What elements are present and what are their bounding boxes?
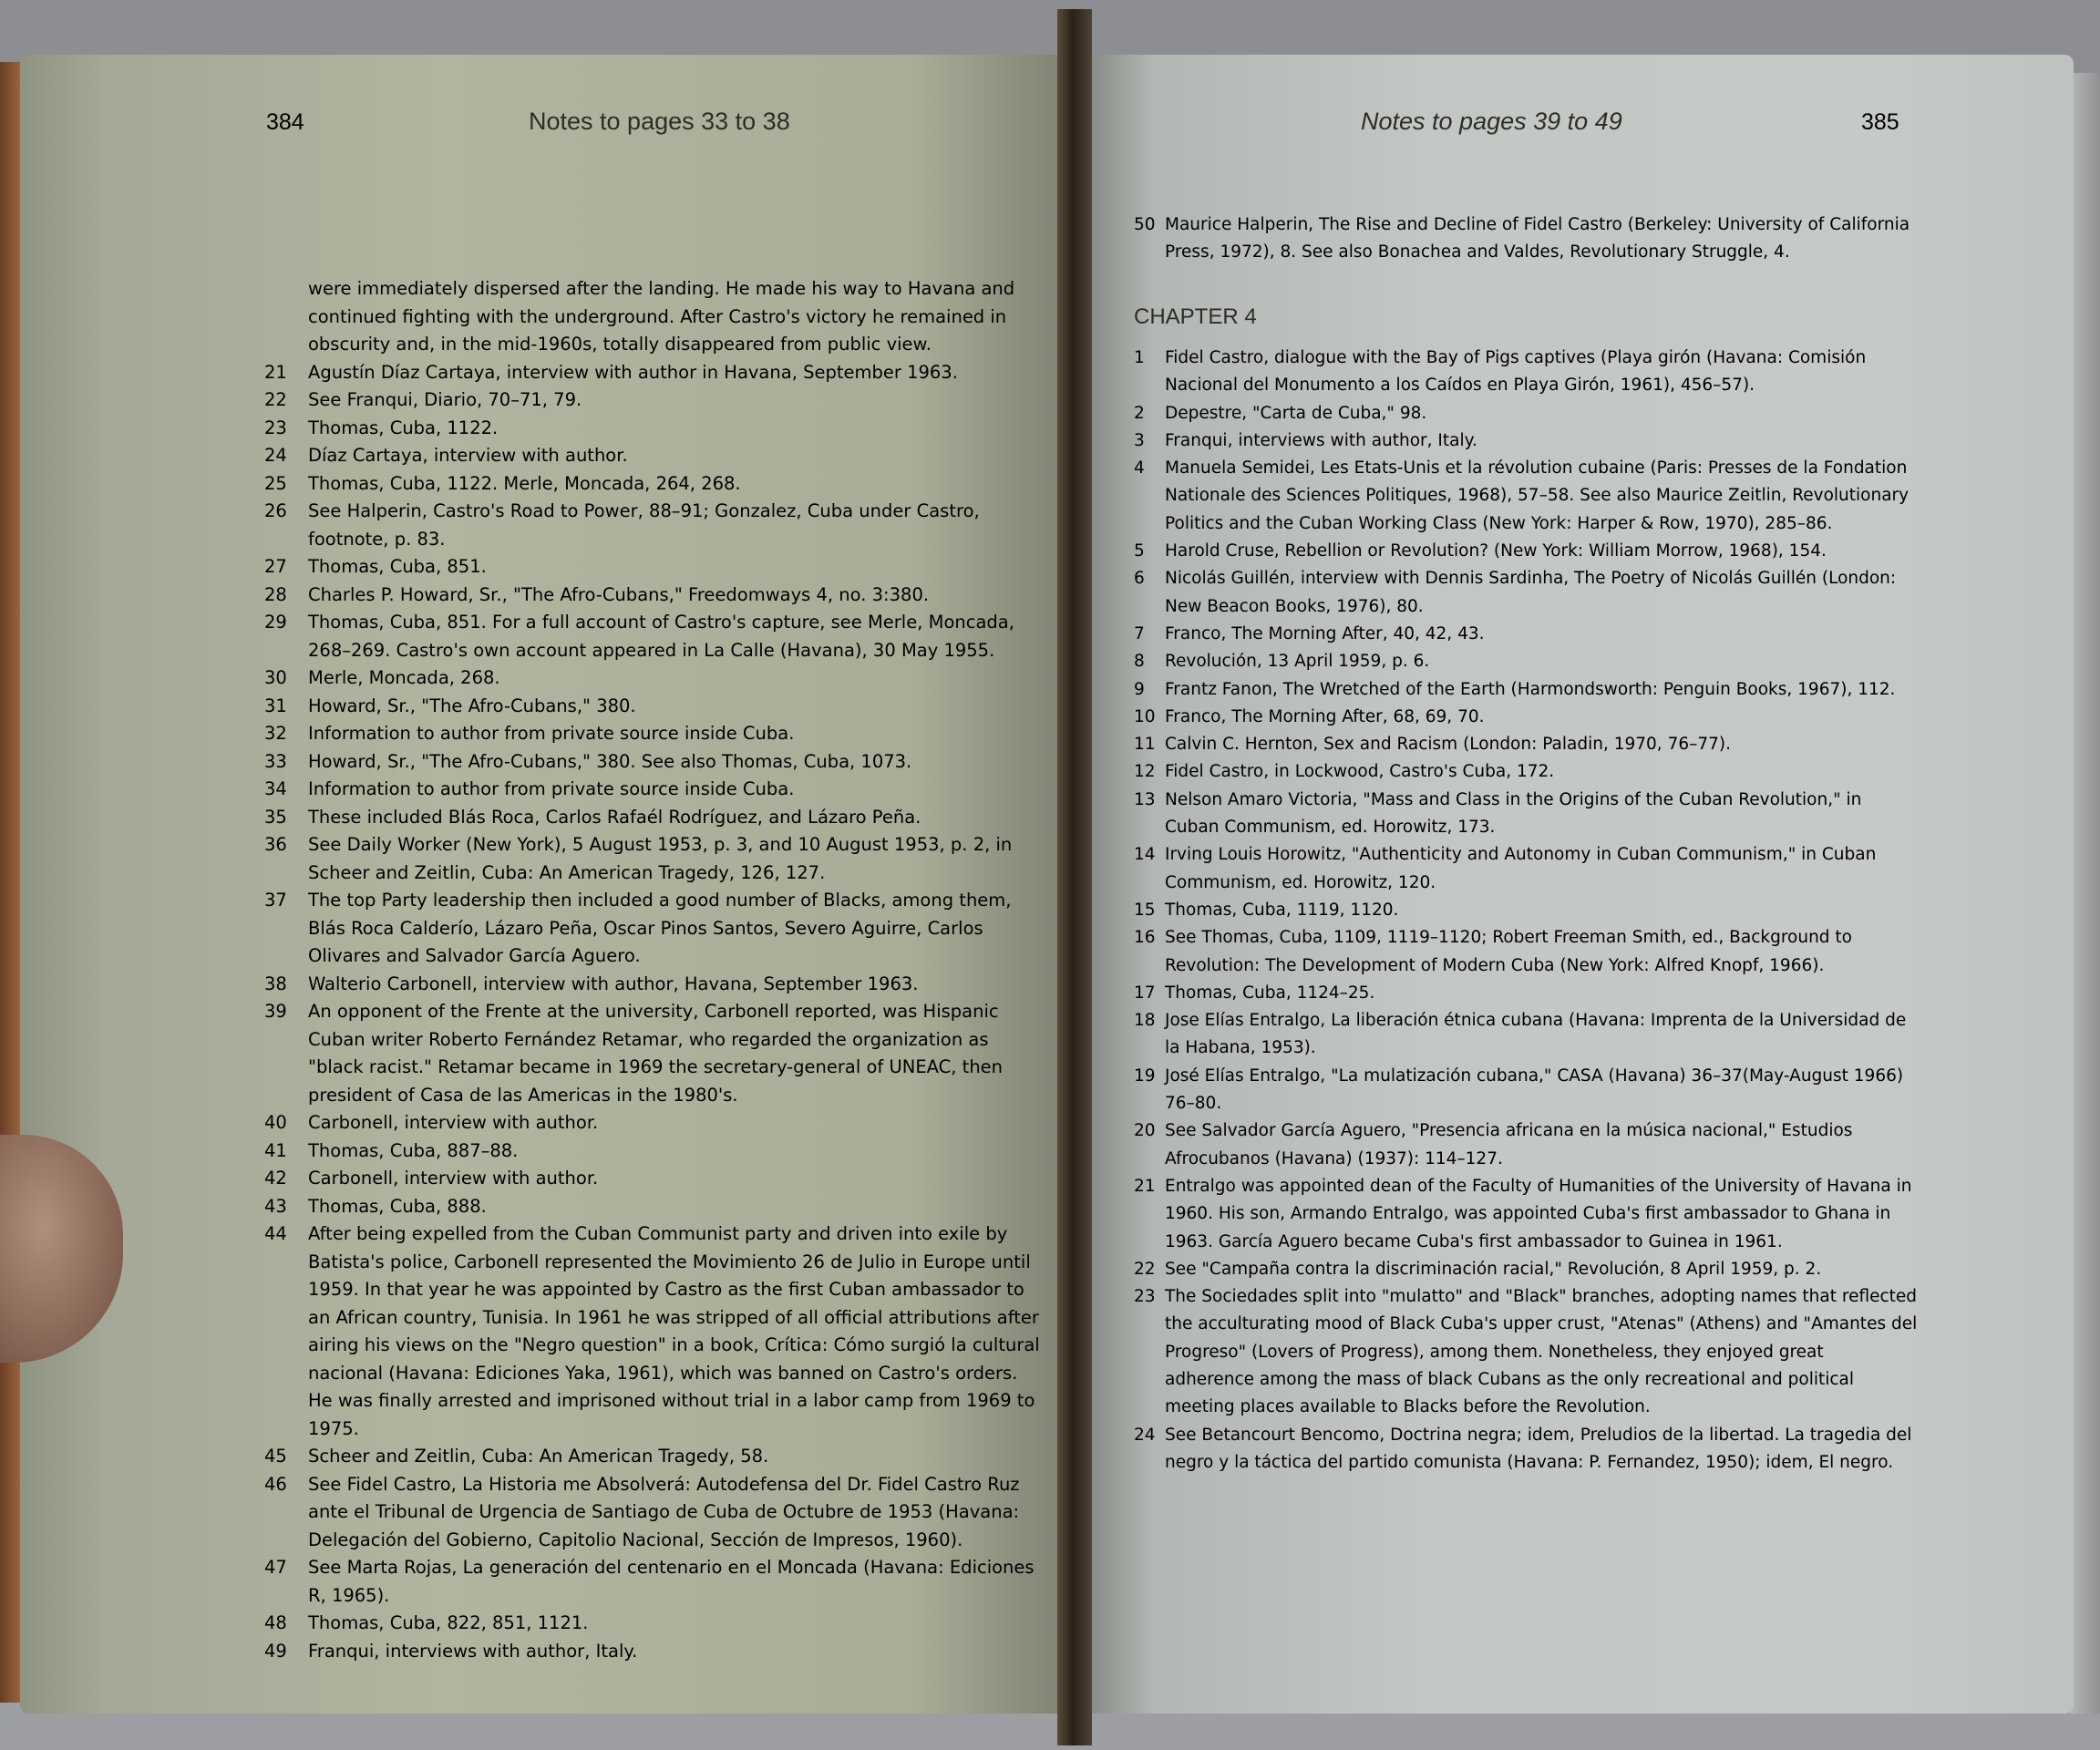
note-item — [244, 998, 1046, 1109]
note-text: Maurice Halperin, The Rise and Decline of Fidel Castro (Berkeley: University of California Press, 1972), 8. See also Bonachea and Valdes, Revolutionary Struggle, 4. — [1165, 215, 1910, 262]
note-item — [244, 1165, 1046, 1193]
note-number: 29 — [264, 612, 287, 633]
note-text: Thomas, Cuba, 1122. — [308, 417, 499, 438]
note-item — [244, 1109, 1046, 1138]
note-text: Walterio Carbonell, interview with author, Havana, September 1963. — [308, 973, 919, 994]
note-number: 22 — [264, 389, 287, 410]
note-text: Depestre, "Carta de Cuba," 98. — [1165, 403, 1427, 423]
note-number: 46 — [264, 1473, 287, 1495]
note-number: 12 — [1134, 762, 1156, 782]
note-number: 26 — [264, 500, 287, 521]
note-text: Revolución, 13 April 1959, p. 6. — [1165, 652, 1430, 672]
note-number: 7 — [1134, 623, 1145, 643]
note-number: 48 — [264, 1612, 287, 1633]
chapter-heading: CHAPTER 4 — [1134, 304, 1257, 329]
note-number: 50 — [1134, 215, 1156, 234]
note-number: 47 — [264, 1557, 287, 1578]
right-running-head: Notes to pages 39 to 49 — [1361, 108, 1622, 135]
note-item — [1134, 758, 1918, 786]
note-number: 2 — [1134, 403, 1145, 423]
note-text: were immediately dispersed after the landing. He made his way to Havana and continued fighting with the underground. After Castro's victory he remained in obscurity and, in the mid-1960s, totally disappeared from public view. — [308, 278, 1015, 355]
book-cover-edge-left — [0, 62, 22, 1703]
note-number: 45 — [264, 1446, 287, 1467]
note-number: 27 — [264, 556, 287, 577]
book-cover-edge-right — [2069, 73, 2100, 1714]
left-notes-list — [244, 275, 1046, 1665]
note-number: 14 — [1134, 845, 1156, 865]
note-text: Thomas, Cuba, 887–88. — [308, 1139, 519, 1161]
note-number: 37 — [264, 890, 287, 911]
note-text: Thomas, Cuba, 1122. Merle, Moncada, 264, 268. — [308, 472, 741, 494]
note-item — [244, 498, 1046, 553]
note-text: Franqui, interviews with author, Italy. — [1165, 430, 1477, 450]
note-text: See Marta Rojas, La generación del centenario en el Moncada (Havana: Ediciones R, 1965). — [308, 1557, 1035, 1606]
note-item — [1134, 1063, 1918, 1118]
note-text: Fidel Castro, dialogue with the Bay of Pigs captives (Playa girón (Havana: Comisión Nacional del Monumento a los Caídos en Playa Girón, 1961), 456–57). — [1165, 348, 1867, 396]
note-item — [244, 1610, 1046, 1638]
note-text: After being expelled from the Cuban Communist party and driven into exile by Batista's police, Carbonell represented the Movimiento 26 de Julio in Europe until 1959. In that year he was appointed by Castro as the first Cuban ambassador to an African country, Tunisia. In 1961 he was stripped of all official attributions after airing his views on the "Negro question" in a book, Crítica: Cómo surgió la cultural nacional (Havana: Ediciones Yaka, 1961), which was banned on Castro's orders. He was finally arrested and imprisoned without trial in a labor camp from 1969 to 1975. — [308, 1223, 1040, 1439]
note-item — [1134, 897, 1918, 924]
note-text: José Elías Entralgo, "La mulatización cubana," CASA (Havana) 36–37(May-August 1966) 76–80. — [1165, 1065, 1904, 1114]
note-item — [244, 582, 1046, 610]
note-item — [244, 1554, 1046, 1610]
note-item — [1134, 621, 1918, 648]
note-text: Howard, Sr., "The Afro-Cubans," 380. — [308, 695, 636, 716]
note-text: Thomas, Cuba, 1119, 1120. — [1165, 900, 1399, 920]
note-number: 23 — [264, 417, 287, 438]
note-text: See Betancourt Bencomo, Doctrina negra; idem, Preludios de la libertad. La tragedia del negro y la táctica del partido comunista (Havana: P. Fernandez, 1950); idem, El negro. — [1165, 1425, 1912, 1472]
note-item — [1134, 731, 1918, 758]
note-number: 33 — [264, 750, 287, 772]
note-number: 41 — [264, 1139, 287, 1161]
note-text: See Thomas, Cuba, 1109, 1119–1120; Robert Freeman Smith, ed., Background to Revolution: The Development of Modern Cuba (New York: Alfred Knopf, 1966). — [1165, 928, 1853, 975]
note-number: 18 — [1134, 1011, 1156, 1031]
note-item — [244, 748, 1046, 777]
note-number: 11 — [1134, 735, 1156, 755]
note-item — [244, 887, 1046, 971]
note-number: 15 — [1134, 900, 1156, 920]
note-text: See Halperin, Castro's Road to Power, 88–91; Gonzalez, Cuba under Castro, footnote, p. 83. — [308, 500, 980, 550]
note-item — [244, 1220, 1046, 1443]
note-text: Thomas, Cuba, 822, 851, 1121. — [308, 1612, 589, 1633]
note-number: 24 — [1134, 1425, 1156, 1445]
note-number: 42 — [264, 1168, 287, 1189]
note-number: 43 — [264, 1195, 287, 1217]
left-running-head: Notes to pages 33 to 38 — [529, 108, 790, 135]
note-number: 1 — [1134, 348, 1145, 367]
note-item — [1134, 345, 1918, 400]
note-item — [1134, 1422, 1918, 1477]
note-item — [1134, 924, 1918, 980]
note-item — [1134, 1117, 1918, 1173]
note-item — [244, 470, 1046, 499]
note-number: 28 — [264, 583, 287, 605]
note-number: 13 — [1134, 789, 1156, 809]
note-text: Howard, Sr., "The Afro-Cubans," 380. See also Thomas, Cuba, 1073. — [308, 750, 912, 772]
note-item — [1134, 565, 1918, 621]
note-item — [1134, 1283, 1918, 1421]
note-number: 10 — [1134, 706, 1156, 726]
note-item — [244, 1138, 1046, 1166]
note-text: Information to author from private source inside Cuba. — [308, 778, 795, 799]
note-number: 16 — [1134, 928, 1156, 948]
note-item — [1134, 538, 1918, 565]
note-number: 6 — [1134, 569, 1145, 589]
note-text: Thomas, Cuba, 888. — [308, 1195, 487, 1217]
note-item — [244, 804, 1046, 832]
right-notes-list — [1134, 345, 1918, 1477]
note-text: These included Blás Roca, Carlos Rafaél Rodríguez, and Lázaro Peña. — [308, 806, 921, 828]
note-item — [1134, 400, 1918, 427]
note-number: 19 — [1134, 1065, 1156, 1086]
note-item — [244, 971, 1046, 999]
note-number: 3 — [1134, 430, 1145, 450]
note-text: The top Party leadership then included a good number of Blacks, among them, Blás Roca Calderío, Lázaro Peña, Oscar Pinos Santos, Severo Aguirre, Carlos Olivares and Salvador García Aguero. — [308, 890, 1012, 966]
note-number: 21 — [264, 361, 287, 383]
note-text: Frantz Fanon, The Wretched of the Earth (Harmondsworth: Penguin Books, 1967), 112. — [1165, 679, 1896, 699]
note-item — [244, 359, 1046, 387]
note-text: See Franqui, Diario, 70–71, 79. — [308, 389, 582, 410]
note-text: Charles P. Howard, Sr., "The Afro-Cubans," Freedomways 4, no. 3:380. — [308, 583, 930, 605]
note-number: 4 — [1134, 458, 1145, 479]
note-item — [244, 609, 1046, 664]
note-item — [1134, 841, 1918, 897]
note-item — [244, 1471, 1046, 1555]
note-item — [1134, 1007, 1918, 1063]
note-number: 8 — [1134, 652, 1145, 672]
note-text: Merle, Moncada, 268. — [308, 667, 500, 688]
note-number: 35 — [264, 806, 287, 828]
note-item — [244, 776, 1046, 804]
note-item — [1134, 211, 1918, 267]
note-item — [244, 553, 1046, 582]
right-page-number: 385 — [1861, 109, 1899, 135]
note-number: 20 — [1134, 1121, 1156, 1141]
note-item — [1134, 427, 1918, 455]
note-number: 32 — [264, 723, 287, 744]
book-spine — [1057, 9, 1092, 1745]
note-item — [1134, 455, 1918, 538]
note-text: The Sociedades split into "mulatto" and "Black" branches, adopting names that reflected the acculturating mood of Black Cuba's upper crust, "Atenas" (Athens) and "Amantes del Progreso" (Lovers of Progress), among them. Nonetheless, they enjoyed great adherence among the mass of black Cubans as the only recreational and political meeting places available to Blacks before the Revolution. — [1165, 1287, 1918, 1417]
note-number: 34 — [264, 778, 287, 799]
note-text: Calvin C. Hernton, Sex and Racism (London: Paladin, 1970, 76–77). — [1165, 735, 1731, 755]
note-item — [244, 831, 1046, 887]
note-text: Manuela Semidei, Les Etats-Unis et la révolution cubaine (Paris: Presses de la Fondation Nationale des Sciences Politiques, 1968), 57–58. See also Maurice Zeitlin, Revolutionary Politics and the Cuban Working Class (New York: Harper & Row, 1970), 285–86. — [1165, 458, 1910, 533]
note-text: Franqui, interviews with author, Italy. — [308, 1640, 638, 1662]
note-text: See "Campaña contra la discriminación racial," Revolución, 8 April 1959, p. 2. — [1165, 1259, 1822, 1279]
note-number: 25 — [264, 472, 287, 494]
note-item — [244, 275, 1046, 359]
note-number: 31 — [264, 695, 287, 716]
note-number: 22 — [1134, 1259, 1156, 1279]
note-number: 21 — [1134, 1176, 1156, 1196]
note-number: 9 — [1134, 679, 1145, 699]
note-item — [244, 693, 1046, 721]
note-text: Carbonell, interview with author. — [308, 1112, 599, 1133]
note-text: Agustín Díaz Cartaya, interview with author in Havana, September 1963. — [308, 361, 958, 383]
note-item — [1134, 704, 1918, 731]
note-text: Entralgo was appointed dean of the Faculty of Humanities of the University of Havana in 1960. His son, Armando Entralgo, was appointed Cuba's first ambassador to Ghana in 1963. García Aguero became Cuba's first ambassador to Guinea in 1961. — [1165, 1176, 1912, 1251]
note-item — [244, 415, 1046, 443]
note-text: Jose Elías Entralgo, La liberación étnica cubana (Havana: Imprenta de la Universidad de la Habana, 1953). — [1165, 1011, 1907, 1058]
note-text: Irving Louis Horowitz, "Authenticity and Autonomy in Cuban Communism," in Cuban Communism, ed. Horowitz, 120. — [1165, 845, 1877, 892]
note-number: 40 — [264, 1112, 287, 1133]
note-number: 30 — [264, 667, 287, 688]
note-text: Thomas, Cuba, 851. For a full account of Castro's capture, see Merle, Moncada, 268–269. Castro's own account appeared in La Calle (Havana), 30 May 1955. — [308, 612, 1014, 661]
note-item — [244, 664, 1046, 693]
note-text: Nicolás Guillén, interview with Dennis Sardinha, The Poetry of Nicolás Guillén (London: New Beacon Books, 1976), 80. — [1165, 569, 1897, 616]
note-text: Carbonell, interview with author. — [308, 1168, 599, 1189]
note-number: 23 — [1134, 1287, 1156, 1307]
note-text: An opponent of the Frente at the university, Carbonell reported, was Hispanic Cuban writer Roberto Fernández Retamar, who regarded the organization as "black racist." Retamar became in 1969 the secretary-general of UNEAC, then president of Casa de las Americas in the 1980's. — [308, 1001, 1004, 1106]
note-item — [1134, 787, 1918, 842]
note-text: See Fidel Castro, La Historia me Absolverá: Autodefensa del Dr. Fidel Castro Ruz ante el Tribunal de Urgencia de Santiago de Cuba de Octubre de 1953 (Havana: Delegación del Gobierno, Capitolio Nacional, Sección de Impresos, 1960). — [308, 1473, 1020, 1550]
note-text: Franco, The Morning After, 40, 42, 43. — [1165, 623, 1485, 643]
note-text: Díaz Cartaya, interview with author. — [308, 445, 628, 466]
note-item — [244, 1443, 1046, 1471]
note-item — [244, 386, 1046, 415]
left-page-number: 384 — [266, 109, 304, 135]
note-text: Nelson Amaro Victoria, "Mass and Class in the Origins of the Cuban Revolution," in Cuban Communism, ed. Horowitz, 173. — [1165, 789, 1862, 838]
note-text: Thomas, Cuba, 1124–25. — [1165, 983, 1375, 1003]
note-item — [244, 1193, 1046, 1221]
note-number: 17 — [1134, 983, 1156, 1003]
note-item — [1134, 648, 1918, 675]
note-item — [244, 720, 1046, 748]
note-item — [244, 1638, 1046, 1666]
note-text: Harold Cruse, Rebellion or Revolution? (New York: William Morrow, 1968), 154. — [1165, 541, 1827, 561]
note-item — [1134, 980, 1918, 1007]
note-text: See Daily Worker (New York), 5 August 1953, p. 3, and 10 August 1953, p. 2, in Scheer and Zeitlin, Cuba: An American Tragedy, 126, 127. — [308, 834, 1013, 883]
note-text: Thomas, Cuba, 851. — [308, 556, 487, 577]
right-top-notes-list — [1134, 211, 1918, 267]
note-number: 5 — [1134, 541, 1145, 561]
note-text: See Salvador García Aguero, "Presencia africana en la música nacional," Estudios Afrocubanos (Havana) (1937): 114–127. — [1165, 1121, 1853, 1168]
note-number: 39 — [264, 1001, 287, 1022]
note-number: 49 — [264, 1640, 287, 1662]
note-item — [1134, 1173, 1918, 1256]
note-text: Information to author from private source inside Cuba. — [308, 723, 795, 744]
note-item — [1134, 1256, 1918, 1283]
note-number: 38 — [264, 973, 287, 994]
note-number: 24 — [264, 445, 287, 466]
note-text: Scheer and Zeitlin, Cuba: An American Tragedy, 58. — [308, 1446, 769, 1467]
note-text: Franco, The Morning After, 68, 69, 70. — [1165, 706, 1485, 726]
note-number: 36 — [264, 834, 287, 855]
note-text: Fidel Castro, in Lockwood, Castro's Cuba, 172. — [1165, 762, 1555, 782]
note-item — [1134, 676, 1918, 704]
note-number: 44 — [264, 1223, 287, 1244]
note-item — [244, 442, 1046, 470]
